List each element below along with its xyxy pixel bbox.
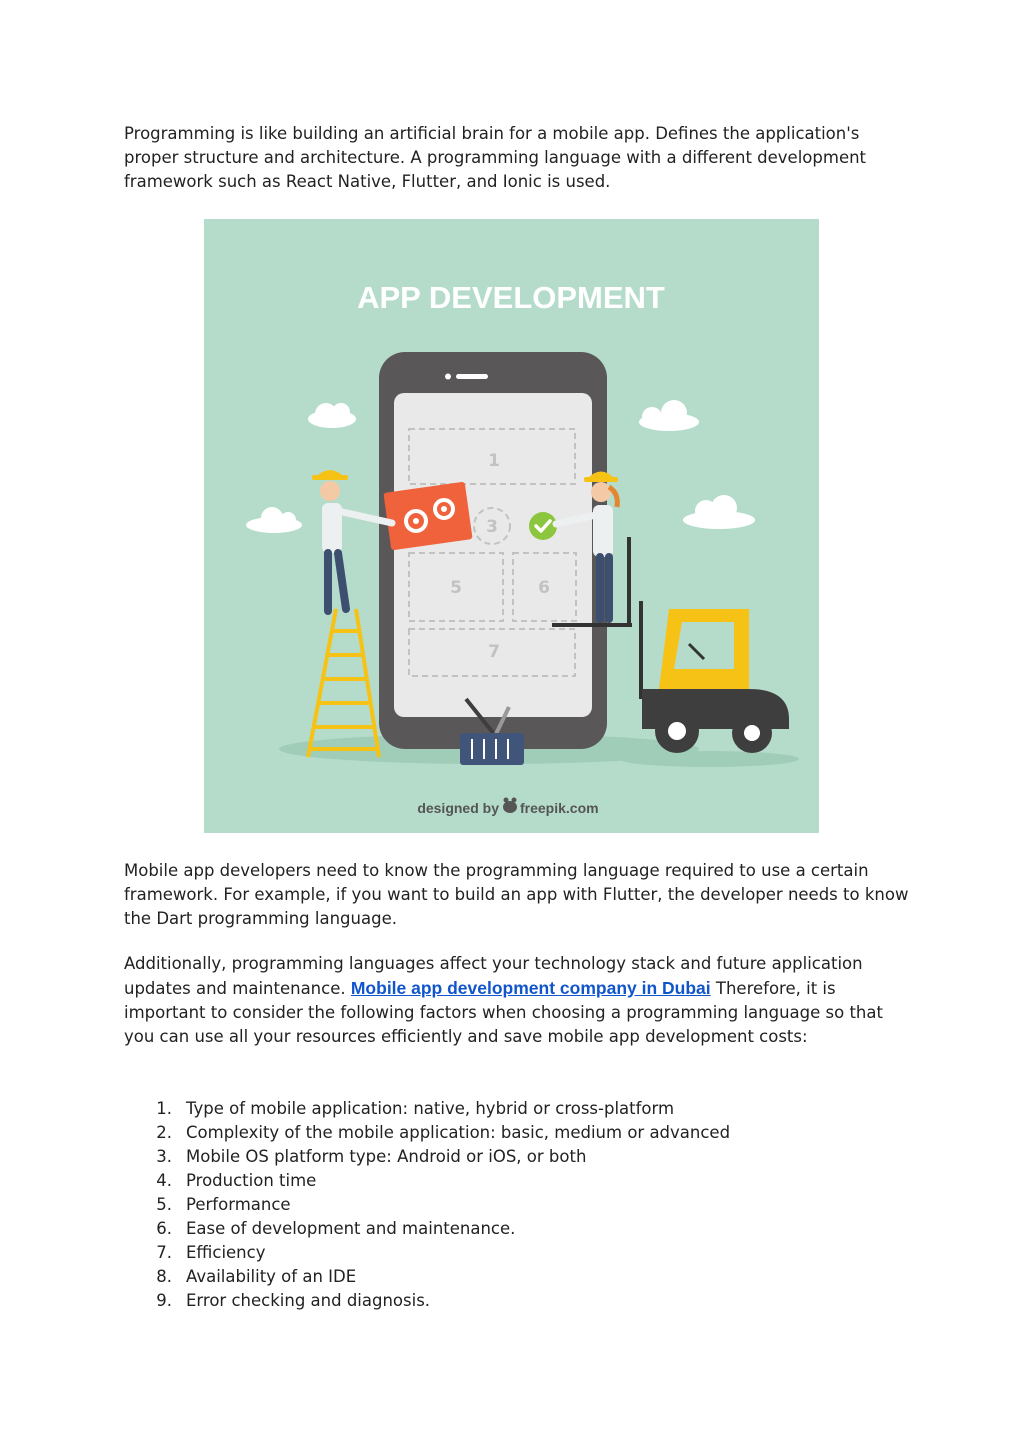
company-link[interactable]: Mobile app development company in Dubai [350, 978, 711, 998]
list-number: 3. [156, 1147, 172, 1166]
paragraph-text: Therefore, it is important to consider the following factors when choosing a programming language so that you can use all your resources efficiently and save mobile app development costs: [124, 979, 883, 1046]
paragraph-dart: Mobile app developers need to know the programming language required to use a certain framework. For example, if you want to build an app with Flutter, the developer needs to know the Dart programming language. [124, 861, 909, 928]
checkmark-icon [529, 512, 557, 540]
list-text: Performance [186, 1195, 291, 1214]
list-item [124, 1145, 730, 1169]
list-number: 4. [156, 1171, 172, 1190]
grid-number: 6 [538, 578, 550, 598]
grid-number: 5 [450, 578, 462, 598]
list-number: 8. [156, 1267, 172, 1286]
list-text: Ease of development and maintenance. [186, 1219, 516, 1238]
list-number: 7. [156, 1243, 172, 1262]
list-item [124, 1121, 730, 1145]
grid-number: 1 [488, 451, 500, 471]
list-number: 9. [156, 1291, 172, 1310]
list-item [124, 1289, 730, 1313]
gears-card-icon [383, 482, 472, 551]
list-number: 2. [156, 1123, 172, 1142]
list-item [124, 1241, 730, 1265]
paragraph-factors-intro [124, 952, 914, 1049]
list-item [124, 1265, 730, 1289]
list-number: 6. [156, 1219, 172, 1238]
list-number: 1. [156, 1099, 172, 1118]
list-text: Mobile OS platform type: Android or iOS, or both [186, 1147, 587, 1166]
list-text: Type of mobile application: native, hybrid or cross-platform [186, 1099, 675, 1118]
illustration-title: APP DEVELOPMENT [357, 280, 665, 315]
grid-number: 7 [488, 642, 500, 662]
list-text: Efficiency [186, 1243, 266, 1262]
list-number: 5. [156, 1195, 172, 1214]
list-text: Availability of an IDE [186, 1267, 357, 1286]
list-text: Complexity of the mobile application: basic, medium or advanced [186, 1123, 731, 1142]
paragraph-text: Additionally, programming languages affect your technology stack and future application updates and maintenance. [124, 954, 863, 998]
list-item [124, 1217, 730, 1241]
credit-prefix: designed by [417, 800, 499, 816]
intro-paragraph: Programming is like building an artificial brain for a mobile app. Defines the application's proper structure and architecture. A programming language with a different development framework such as React Native, Flutter, and Ionic is used. [124, 124, 867, 191]
list-text: Error checking and diagnosis. [186, 1291, 431, 1310]
list-item [124, 1169, 730, 1193]
app-development-illustration [204, 219, 819, 833]
list-text: Production time [186, 1171, 317, 1190]
list-item [124, 1097, 730, 1121]
grid-number: 3 [486, 517, 498, 537]
list-item [124, 1193, 730, 1217]
phone-icon [379, 352, 607, 749]
factors-list [124, 1097, 730, 1313]
credit-brand: freepik.com [520, 800, 599, 816]
